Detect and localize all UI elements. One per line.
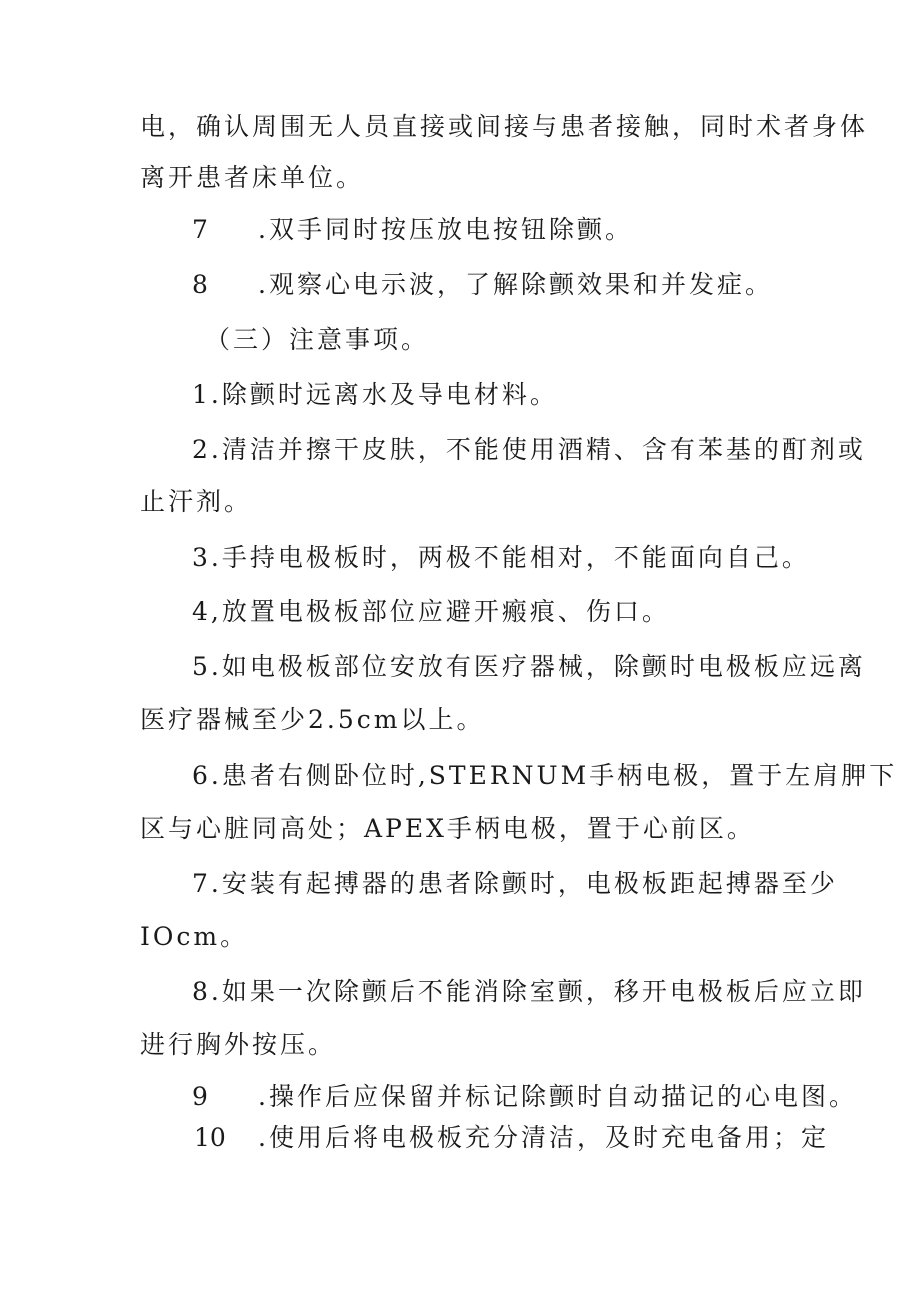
note-line: 4,放置电极板部位应避开瘢痕、伤口。 xyxy=(192,597,670,626)
note-line: 5.如电极板部位安放有医疗器械，除颤时电极板应远离 xyxy=(192,652,866,681)
step-number: 9 xyxy=(192,1082,208,1111)
step-text: .使用后将电极板充分清洁，及时充电备用；定 xyxy=(258,1123,829,1152)
note-line: 止汗剂。 xyxy=(140,487,253,516)
step-text: .观察心电示波，了解除颤效果和并发症。 xyxy=(258,270,773,299)
note-line: 3.手持电极板时，两极不能相对，不能面向自己。 xyxy=(192,543,810,572)
note-line: 8.如果一次除颤后不能消除室颤，移开电极板后应立即 xyxy=(192,977,866,1006)
note-line: 区与心脏同高处；APEX手柄电极，置于心前区。 xyxy=(140,814,755,843)
note-line: 7.安装有起搏器的患者除颤时，电极板距起搏器至少 xyxy=(192,869,838,898)
paragraph-line: 电，确认周围无人员直接或间接与患者接触，同时术者身体 xyxy=(140,112,869,141)
step-text: .双手同时按压放电按钮除颤。 xyxy=(258,215,633,244)
paragraph-line: 离开患者床单位。 xyxy=(140,163,365,192)
section-heading: （三）注意事项。 xyxy=(205,325,430,354)
step-number: 8 xyxy=(192,270,208,299)
note-line: IOcm。 xyxy=(140,922,249,951)
note-line: 医疗器械至少2.5cm以上。 xyxy=(140,705,485,734)
step-number: 10 xyxy=(194,1123,226,1152)
note-line: 6.患者右侧卧位时,STERNUM手柄电极，置于左肩胛下 xyxy=(192,761,898,790)
step-number: 7 xyxy=(192,215,208,244)
step-text: .操作后应保留并标记除颤时自动描记的心电图。 xyxy=(258,1082,857,1111)
note-line: 1.除颤时远离水及导电材料。 xyxy=(192,380,558,409)
note-line: 2.清洁并擦干皮肤，不能使用酒精、含有苯基的酊剂或 xyxy=(192,435,866,464)
note-line: 进行胸外按压。 xyxy=(140,1030,337,1059)
